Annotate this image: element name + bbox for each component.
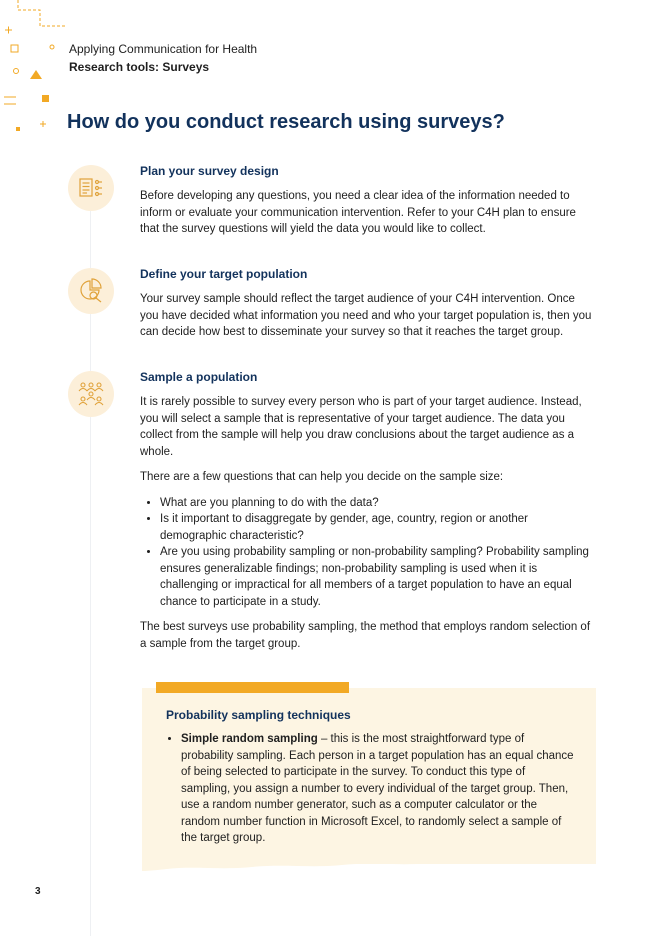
section-heading: Sample a population [140, 370, 258, 384]
technique-term: Simple random sampling [181, 733, 318, 745]
callout-accent-bar [156, 682, 349, 693]
list-item: • Are you using probability sampling or non-probability sampling? Probability sampling ensures generalizable findings; non-probability sampling is used when it is challenging or impractical for all members of a target population to have an equal chance to participate in a study. [160, 544, 596, 610]
margin-guide-line [90, 210, 91, 936]
section-heading: Define your target population [140, 267, 308, 281]
section-body: Before developing any questions, you need a clear idea of the information needed to inform or evaluate your communication intervention. Refer to your C4H plan to ensure that the survey questions will yield the data you would like to collect. [140, 190, 576, 235]
callout-heading: Probability sampling techniques [166, 708, 351, 722]
running-header [69, 40, 257, 76]
page-title: How do you conduct research using surveys? [67, 111, 505, 133]
survey-document-icon [68, 165, 114, 211]
section-body: Your survey sample should reflect the target audience of your C4H intervention. Once you have decided what information you need and who your target population is, then you can decide how best to disseminate your survey so that it reaches the target group. [140, 293, 592, 338]
list-item [181, 731, 574, 847]
section-body: It is rarely possible to survey every person who is part of your target audience. Instead, you will select a sample that is representative of your target audience. The data you collect from the sample will help you draw conclusions about the target audience as a whole. [140, 396, 582, 458]
list-item: • Is it important to disaggregate by gender, age, country, region or another demographic characteristic? [160, 511, 596, 544]
section-plan-survey-design [140, 163, 596, 247]
section-sample-population [140, 369, 596, 661]
list-item: • What are you planning to do with the data? [160, 495, 596, 512]
sample-size-questions [140, 495, 596, 611]
section-heading: Plan your survey design [140, 164, 279, 178]
people-group-icon [68, 371, 114, 417]
course-title: Applying Communication for Health [69, 42, 258, 56]
sampling-techniques-list [166, 731, 574, 847]
section-define-target-population [140, 266, 596, 350]
callout-content [166, 707, 574, 847]
technique-description: – this is the most straightforward type of probability sampling. Each person in a target population has an equal chance of being selected to participate in the survey. To conduct this type of sampling, you assign a number to every individual of the target group. Then, use a random number generator, such as a computer calculator or the random number function in Microsoft Excel, to randomly select a sample of the target group. [181, 733, 574, 844]
section-closing: The best surveys use probability sampling, the method that employs random selection of a sample from the target group. [140, 621, 591, 650]
section-intro: There are a few questions that can help you decide on the sample size: [140, 471, 504, 483]
section-subtitle: Research tools: Surveys [69, 60, 210, 74]
callout-torn-edge [142, 856, 596, 874]
page-number: 3 [35, 886, 41, 897]
chart-search-icon [68, 268, 114, 314]
